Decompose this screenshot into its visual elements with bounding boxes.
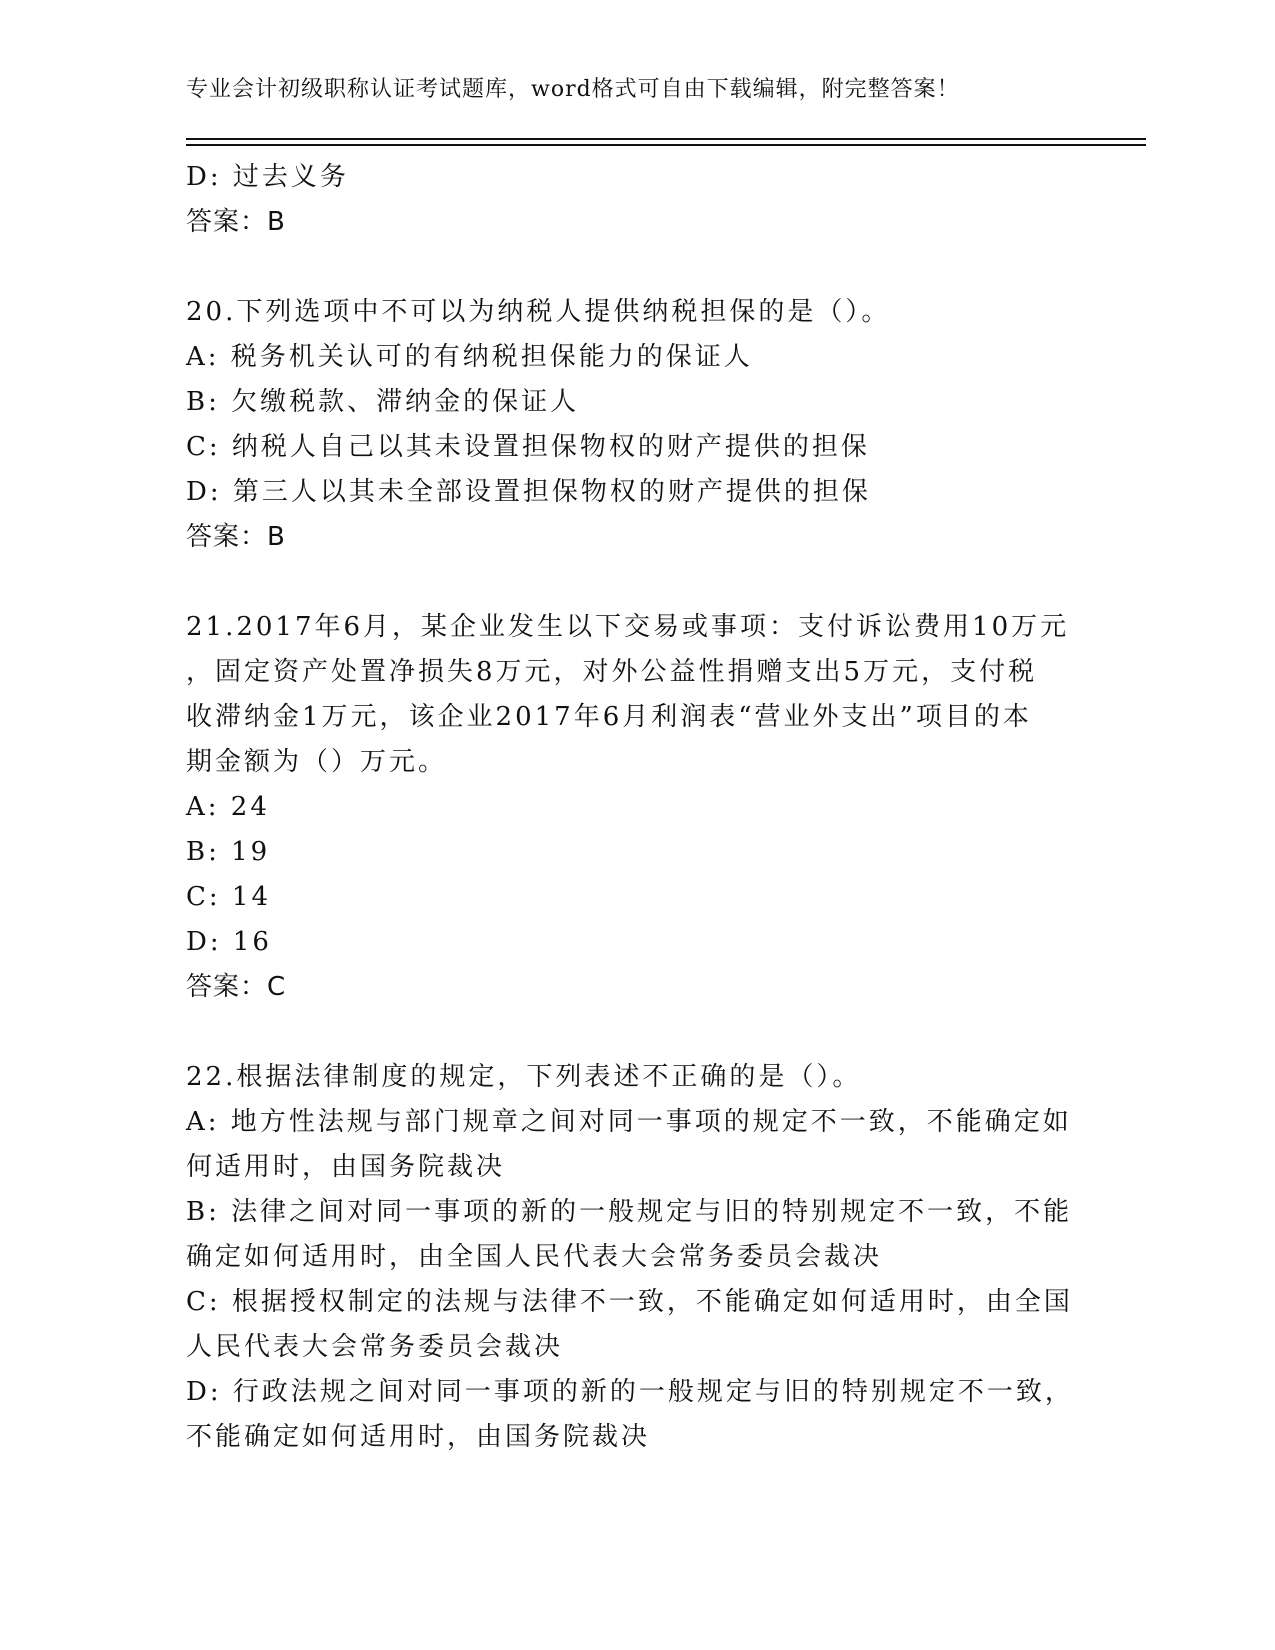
header-rule-top	[186, 138, 1146, 140]
q21-option-c: C: 14	[186, 882, 272, 912]
q21-stem-line-1: 21.2017年6月，某企业发生以下交易或事项：支付诉讼费用10万元	[186, 612, 1070, 642]
q20-option-c: C: 纳税人自己以其未设置担保物权的财产提供的担保	[186, 432, 870, 462]
q21-stem-line-2: ，固定资产处置净损失8万元，对外公益性捐赠支出5万元，支付税	[186, 657, 1038, 687]
q21-option-b: B: 19	[186, 837, 271, 867]
q21-stem-line-3: 收滞纳金1万元，该企业2017年6月利润表“营业外支出”项目的本	[186, 702, 1032, 732]
q21-option-d: D: 16	[186, 927, 272, 957]
q22-option-b-line-2: 确定如何适用时，由全国人民代表大会常务委员会裁决	[186, 1242, 883, 1272]
header-rule-bottom	[186, 144, 1146, 146]
q21-stem-line-4: 期金额为（）万元。	[186, 747, 448, 777]
q20-option-b: B: 欠缴税款、滞纳金的保证人	[186, 387, 580, 417]
q22-option-a-line-1: A: 地方性法规与部门规章之间对同一事项的规定不一致，不能确定如	[186, 1107, 1072, 1137]
q22-option-c-line-1: C: 根据授权制定的法规与法律不一致，不能确定如何适用时，由全国	[186, 1287, 1073, 1317]
q20-option-a: A: 税务机关认可的有纳税担保能力的保证人	[186, 342, 753, 372]
q22-option-d-line-2: 不能确定如何适用时，由国务院裁决	[186, 1422, 651, 1452]
q22-option-d-line-1: D: 行政法规之间对同一事项的新的一般规定与旧的特别规定不一致，	[186, 1377, 1074, 1407]
q20-stem: 20.下列选项中不可以为纳税人提供纳税担保的是（）。	[186, 297, 891, 327]
q21-answer: 答案：C	[186, 972, 287, 1002]
question-content	[186, 155, 1086, 1460]
q22-stem: 22.根据法律制度的规定，下列表述不正确的是（）。	[186, 1062, 862, 1092]
q22-option-c-line-2: 人民代表大会常务委员会裁决	[186, 1332, 564, 1362]
q20-answer: 答案：B	[186, 522, 286, 552]
q22-option-b-line-1: B: 法律之间对同一事项的新的一般规定与旧的特别规定不一致，不能	[186, 1197, 1073, 1227]
q19-option-d: D: 过去义务	[186, 162, 349, 192]
q20-option-d: D: 第三人以其未全部设置担保物权的财产提供的担保	[186, 477, 871, 507]
q19-answer: 答案：B	[186, 207, 286, 237]
q21-option-a: A: 24	[186, 792, 270, 822]
q22-option-a-line-2: 何适用时，由国务院裁决	[186, 1152, 506, 1182]
page-header: 专业会计初级职称认证考试题库，word格式可自由下载编辑，附完整答案！	[186, 77, 960, 102]
